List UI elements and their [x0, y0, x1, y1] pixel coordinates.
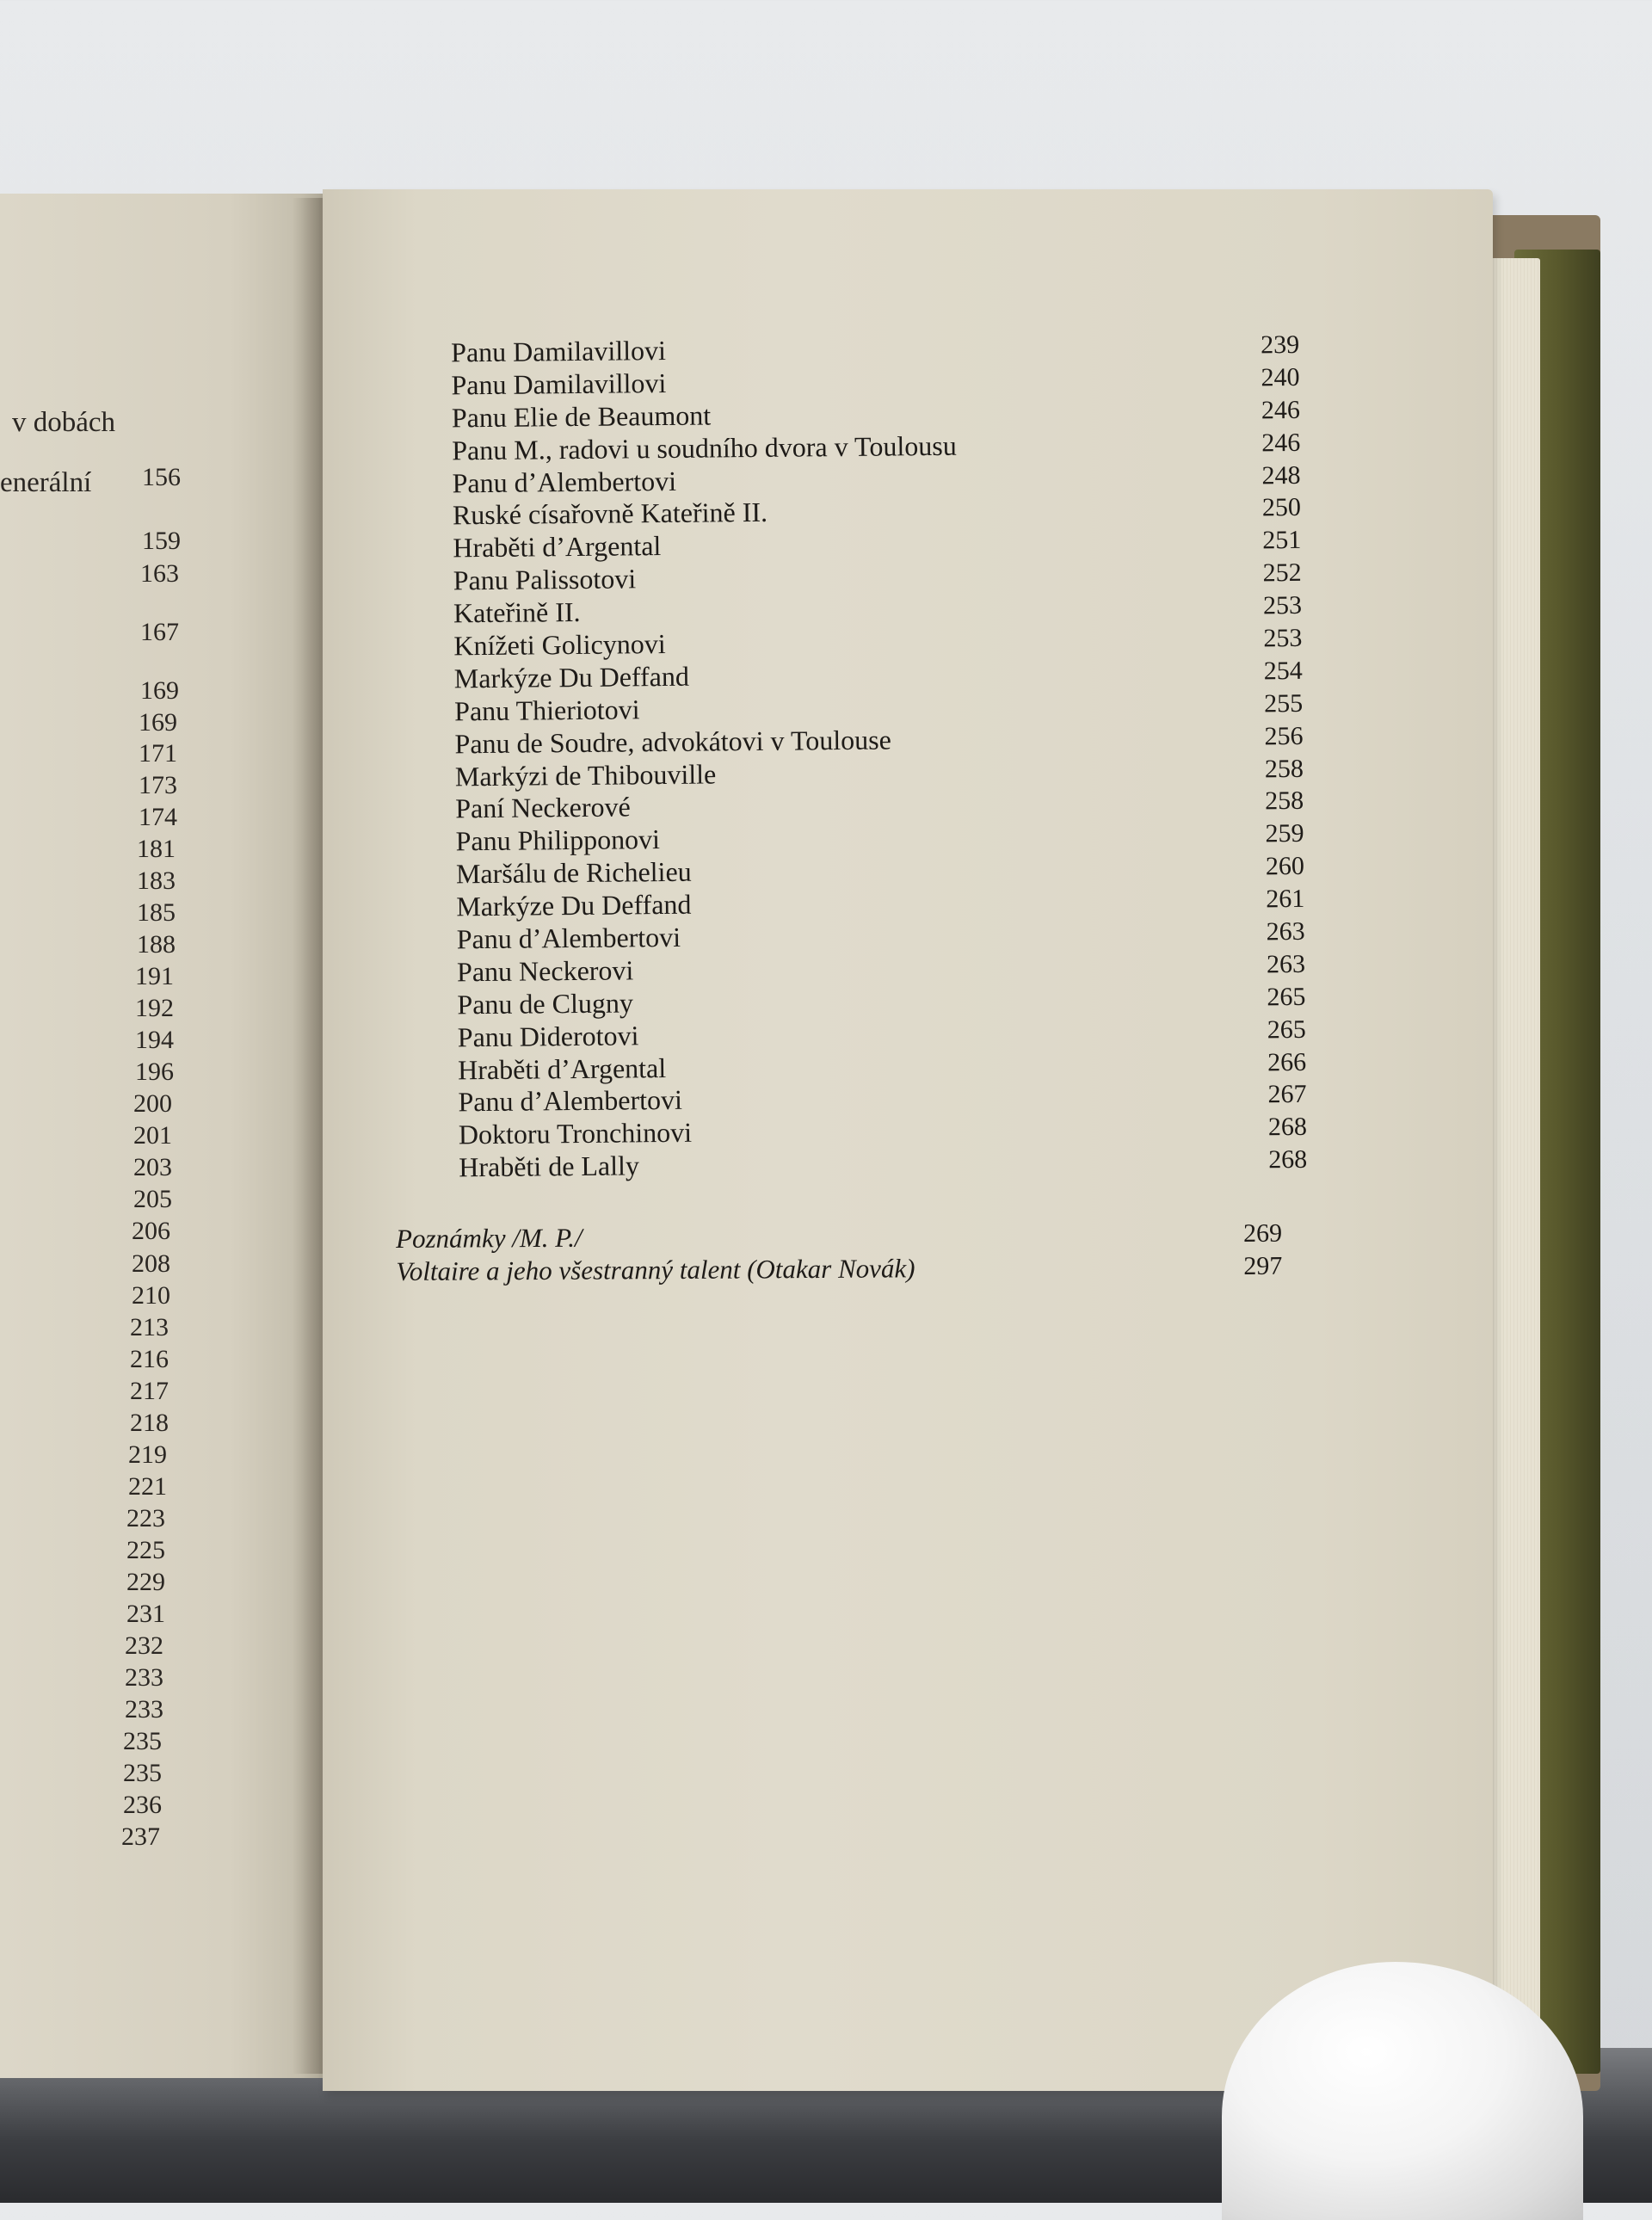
toc-entry-title: Panu de Soudre, advokátovi v Toulouse [454, 724, 892, 760]
toc-entry-page: 263 [1266, 949, 1306, 979]
left-page-number: 233 [125, 1695, 163, 1724]
left-page-number: 203 [133, 1153, 172, 1181]
toc-entry-title: Markýze Du Deffand [456, 888, 692, 922]
toc-entry-page: 252 [1262, 558, 1302, 588]
left-page-number: 188 [137, 930, 176, 959]
toc-entry-title: Ruské císařovně Kateřině II. [452, 496, 768, 531]
left-page-number: 210 [132, 1281, 170, 1310]
left-page-number: 191 [135, 962, 174, 990]
left-page-number: 200 [133, 1089, 172, 1118]
left-page [0, 194, 327, 2078]
toc-entry-page: 260 [1265, 852, 1305, 881]
left-page-number: 217 [130, 1377, 169, 1405]
left-page-number: 159 [142, 527, 181, 555]
left-page-number: 192 [135, 994, 174, 1022]
toc-entry-page: 266 [1267, 1047, 1307, 1076]
toc-entry-title: Panu d’Alembertovi [458, 1084, 683, 1118]
toc-entry-page: 259 [1265, 819, 1304, 848]
toc-entry-page: 248 [1261, 460, 1301, 490]
left-page-number: 201 [133, 1121, 172, 1150]
toc-entry-page: 239 [1260, 330, 1300, 360]
left-page-number: 237 [121, 1822, 160, 1851]
toc-entry-page: 268 [1267, 1113, 1308, 1142]
toc-entry-page: 256 [1264, 721, 1304, 751]
toc-entry-title: Panu de Clugny [457, 987, 634, 1021]
toc-entry-page: 267 [1267, 1080, 1307, 1109]
left-page-text-fragment: v dobách [12, 407, 116, 438]
toc-entry-title: Markýze Du Deffand [453, 660, 690, 694]
left-page-number: 173 [139, 771, 177, 799]
left-page-number: 206 [132, 1217, 170, 1245]
toc-entry-page: 254 [1263, 656, 1303, 686]
toc-entry-title: Panu M., radovi u soudního dvora v Toulousu [452, 429, 957, 466]
left-page-number: 213 [130, 1313, 169, 1341]
toc-entry-page: 263 [1266, 916, 1305, 947]
toc-entry-title: Panu d’Alembertovi [456, 921, 681, 955]
left-page-number: 233 [125, 1663, 163, 1692]
toc-entry-title: Panu Thieriotovi [453, 694, 640, 727]
left-page-number: 225 [126, 1536, 165, 1564]
toc-appendix-page: 269 [1242, 1218, 1283, 1248]
left-page-number: 229 [126, 1568, 165, 1596]
toc-appendix-entry [396, 1218, 1282, 1255]
left-page-number: 163 [140, 559, 179, 588]
left-page-number: 183 [137, 866, 176, 895]
toc-entry-title: Panu Palissotovi [453, 563, 637, 596]
toc-entry-page: 251 [1262, 526, 1302, 555]
left-page-number: 219 [128, 1440, 167, 1469]
left-page-number: 181 [137, 835, 176, 863]
toc-appendix-title: Voltaire a jeho všestranný talent (Otakar Novák) [396, 1253, 915, 1286]
left-page-number: 169 [139, 708, 177, 737]
toc-entry-title: Kateřině II. [453, 596, 581, 629]
toc-entry-title: Panu Elie de Beaumont [451, 399, 712, 434]
toc-entry-page: 255 [1263, 688, 1304, 718]
toc-entry-title: Panu Neckerovi [456, 954, 634, 988]
toc-entry-title: Hraběti d’Argental [453, 530, 662, 564]
toc-entry-title: Hraběti d’Argental [457, 1051, 667, 1085]
left-page-number: 208 [132, 1249, 170, 1278]
toc-entry-page: 253 [1263, 623, 1303, 653]
toc-entry-title: Panu Damilavillovi [451, 367, 667, 401]
left-page-number: 171 [139, 739, 177, 768]
left-page-number: 223 [126, 1504, 165, 1532]
toc-entry-page: 268 [1268, 1145, 1308, 1175]
left-page-number: 167 [140, 618, 179, 646]
toc-entry-title: Markýzi de Thibouville [454, 758, 717, 792]
toc-entry-title: Panu Damilavillovi [450, 334, 667, 368]
toc-entry-title: Panu d’Alembertovi [452, 465, 677, 498]
left-page-number: 216 [130, 1345, 169, 1373]
toc-entry-title: Maršálu de Richelieu [455, 855, 692, 890]
left-page-number: 218 [130, 1409, 169, 1437]
left-page-number: 235 [123, 1759, 162, 1787]
toc-entry-page: 261 [1266, 885, 1305, 914]
left-page-number: 231 [126, 1600, 165, 1628]
toc-entry-title: Panu Diderotovi [457, 1020, 639, 1053]
toc-entry-title: Doktoru Tronchinovi [458, 1117, 693, 1150]
toc-entry-page: 265 [1267, 982, 1306, 1012]
toc-entry-page: 250 [1261, 493, 1302, 522]
left-page-number: 156 [142, 463, 181, 491]
table-of-contents-appendix [396, 1218, 1282, 1288]
left-page-number: 194 [135, 1026, 174, 1054]
toc-entry-page: 265 [1267, 1014, 1306, 1045]
left-page-number: 232 [125, 1631, 163, 1660]
left-page-number: 185 [137, 898, 176, 927]
toc-appendix-entry [396, 1250, 1282, 1288]
left-page-number: 221 [128, 1472, 167, 1501]
left-page-number: 205 [133, 1185, 172, 1213]
table-of-contents [396, 329, 1307, 1185]
left-page-text-fragment: enerální [0, 467, 92, 498]
toc-entry-page: 246 [1261, 428, 1301, 458]
toc-entry-title: Hraběti de Lally [459, 1150, 640, 1183]
toc-entry-page: 240 [1261, 362, 1300, 392]
toc-entry-title: Knížeti Golicynovi [453, 628, 666, 662]
toc-entry-page: 258 [1265, 786, 1304, 816]
toc-entry-title: Paní Neckerové [455, 791, 631, 824]
toc-entry-page: 253 [1262, 591, 1303, 620]
left-page-number: 236 [123, 1791, 162, 1819]
toc-appendix-title: Poznámky /M. P./ [396, 1222, 583, 1254]
left-page-number: 196 [135, 1058, 174, 1086]
toc-entry-page: 246 [1261, 395, 1301, 425]
toc-entry-page: 258 [1264, 754, 1304, 783]
left-page-number: 235 [123, 1727, 162, 1755]
toc-appendix-page: 297 [1243, 1251, 1283, 1280]
left-page-number: 174 [139, 803, 177, 831]
left-page-number: 169 [140, 676, 179, 705]
toc-entry-title: Panu Philipponovi [455, 823, 661, 857]
